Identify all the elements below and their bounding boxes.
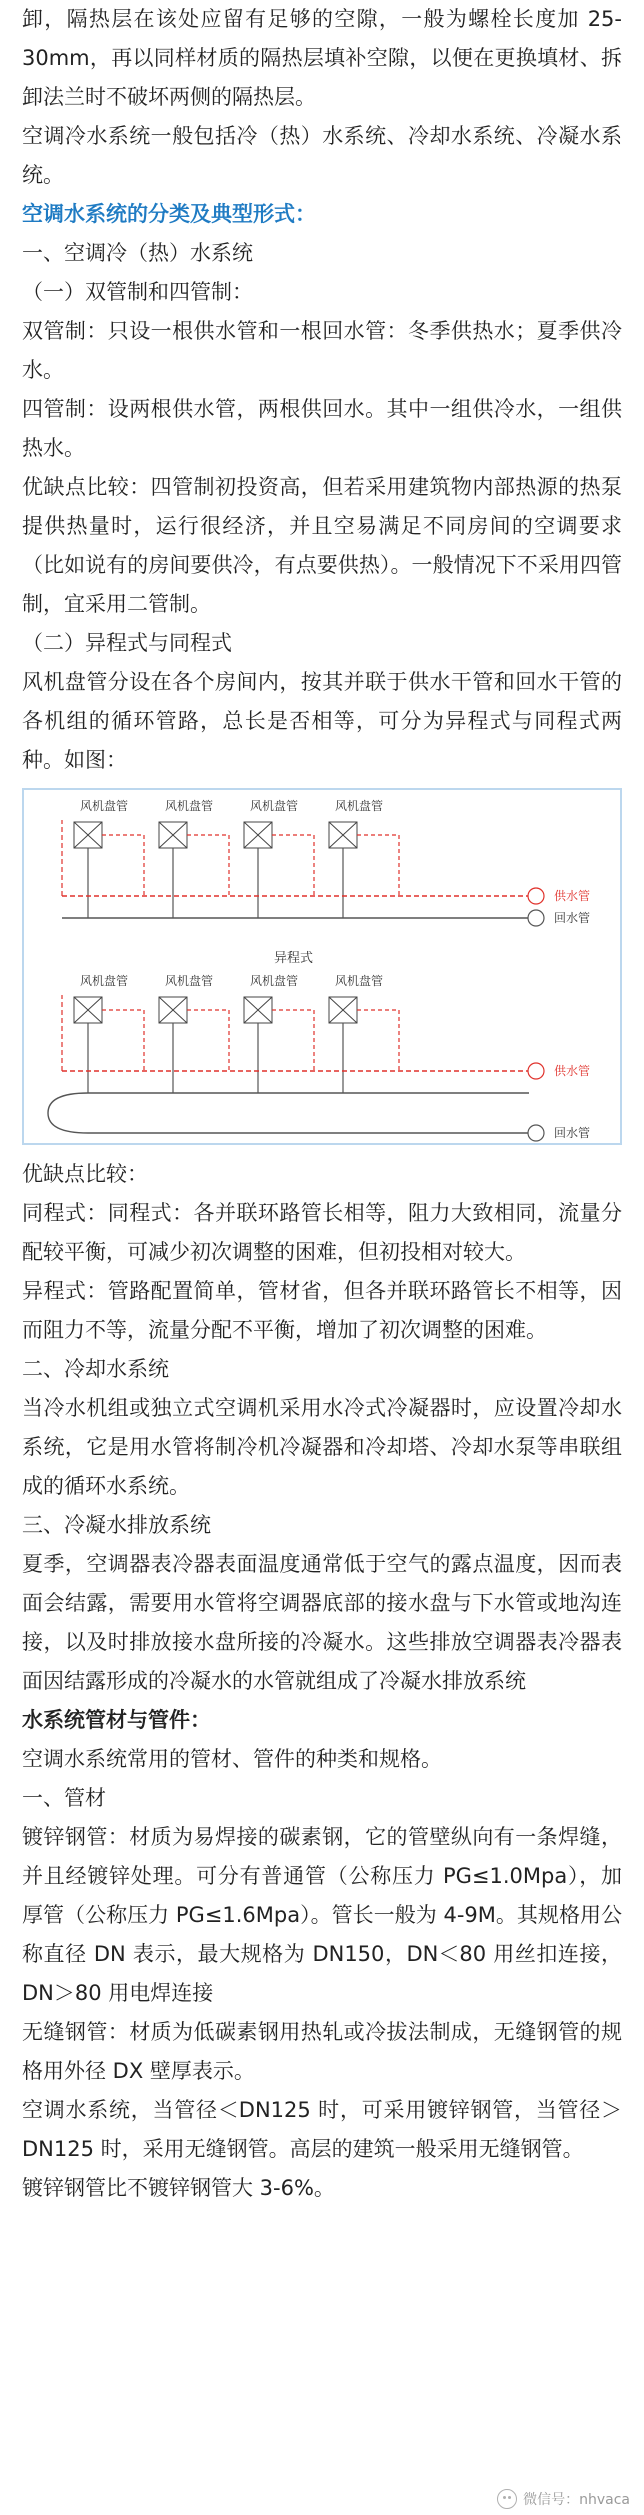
fan-coil-label: 风机盘管 (80, 799, 129, 813)
paragraph: 二、冷却水系统 (22, 1357, 169, 1381)
pipe-diagram-svg (24, 790, 620, 1143)
supply-label: 供水管 (554, 889, 591, 903)
paragraph: 一、空调冷（热）水系统 (22, 241, 253, 265)
fan-coil-label: 风机盘管 (335, 799, 384, 813)
diagram-caption: 异程式 (274, 951, 314, 966)
paragraph: 双管制：只设一根供水管和一根回水管：冬季供热水；夏季供冷水。 (22, 319, 622, 382)
supply-branch (187, 835, 229, 896)
paragraph: 优缺点比较：四管制初投资高，但若采用建筑物内部热源的热泵提供热量时，运行很经济，并且空易满足不同房间的空调要求（比如说有的房间要供冷，有点要供热）。一般情况下不采用四管制，宜采用二管制。 (22, 475, 622, 616)
supply-pipe-end (528, 1063, 544, 1079)
fan-coil-label: 风机盘管 (165, 799, 214, 813)
fan-coil-label: 风机盘管 (80, 974, 129, 988)
paragraph: 当冷水机组或独立式空调机采用水冷式冷凝器时，应设置冷却水系统，它是用水管将制冷机冷凝器和冷却塔、冷却水泵等串联组成的循环水系统。 (22, 1396, 622, 1498)
paragraph: 空调水系统的分类及典型形式： (22, 202, 316, 226)
return-pipe-end (528, 1125, 544, 1141)
fan-coil-label: 风机盘管 (335, 974, 384, 988)
fan-coil-label: 风机盘管 (250, 974, 299, 988)
wechat-id: 微信号：nhvaca (523, 2492, 630, 2508)
paragraph: （一）双管制和四管制： (22, 280, 253, 304)
supply-label: 供水管 (554, 1064, 591, 1078)
fan-coil-label: 风机盘管 (165, 974, 214, 988)
supply-branch (357, 835, 399, 896)
paragraph: 镀锌钢管：材质为易焊接的碳素钢，它的管壁纵向有一条焊缝，并且经镀锌处理。可分有普通管（公称压力 PG≤1.0Mpa），加厚管（公称压力 PG≤1.6Mpa）。管长一般为 4-9M。其规格用公称直径 DN 表示，最大规格为 DN150，DN＜80 用丝扣连接，DN＞80 用电焊连接 (22, 1825, 622, 2005)
paragraph: 一、管材 (22, 1786, 106, 1810)
fan-coil-label: 风机盘管 (250, 799, 299, 813)
supply-pipe-end (528, 888, 544, 904)
return-label: 回水管 (554, 1126, 591, 1140)
pipe-system-diagram (22, 788, 622, 1145)
paragraph: 三、冷凝水排放系统 (22, 1513, 211, 1537)
return-loop (48, 1093, 529, 1133)
paragraph: 优缺点比较： (22, 1162, 148, 1186)
paragraph: 异程式：管路配置简单，管材省，但各并联环路管长不相等，因而阻力不等，流量分配不平衡，增加了初次调整的困难。 (22, 1279, 622, 1342)
article-text-top (0, 0, 644, 780)
supply-branch (187, 1010, 229, 1071)
wechat-icon (497, 2489, 517, 2509)
article-text-bottom (0, 1155, 644, 2208)
paragraph: 空调水系统常用的管材、管件的种类和规格。 (22, 1747, 442, 1771)
paragraph: 四管制：设两根供水管，两根供回水。其中一组供冷水，一组供热水。 (22, 397, 622, 460)
return-label: 回水管 (554, 911, 591, 925)
return-pipe-end (528, 910, 544, 926)
supply-branch (272, 1010, 314, 1071)
paragraph: 镀锌钢管比不镀锌钢管大 3-6%。 (22, 2176, 335, 2200)
supply-branch (102, 1010, 144, 1071)
paragraph: 夏季，空调器表冷器表面温度通常低于空气的露点温度，因而表面会结露，需要用水管将空调器底部的接水盘与下水管或地沟连接，以及时排放接水盘所接的冷凝水。这些排放空调器表冷器表面因结露形成的冷凝水的水管就组成了冷凝水排放系统 (22, 1552, 622, 1693)
paragraph: 卸，隔热层在该处应留有足够的空隙，一般为螺栓长度加 25-30mm，再以同样材质的隔热层填补空隙，以便在更换填材、拆卸法兰时不破坏两侧的隔热层。 (22, 7, 622, 109)
paragraph: 风机盘管分设在各个房间内，按其并联于供水干管和回水干管的各机组的循环管路，总长是否相等，可分为异程式与同程式两种。如图： (22, 670, 622, 772)
supply-branch (272, 835, 314, 896)
paragraph: （二）异程式与同程式 (22, 631, 232, 655)
paragraph: 同程式：同程式：各并联环路管长相等，阻力大致相同，流量分配较平衡，可减少初次调整的困难，但初投相对较大。 (22, 1201, 622, 1264)
paragraph: 空调冷水系统一般包括冷（热）水系统、冷却水系统、冷凝水系统。 (22, 124, 622, 187)
paragraph: 空调水系统，当管径＜DN125 时，可采用镀锌钢管，当管径＞DN125 时，采用无缝钢管。高层的建筑一般采用无缝钢管。 (22, 2098, 622, 2161)
supply-branch (357, 1010, 399, 1071)
paragraph: 无缝钢管：材质为低碳素钢用热轧或冷拔法制成，无缝钢管的规格用外径 DX 壁厚表示。 (22, 2020, 622, 2083)
paragraph: 水系统管材与管件： (22, 1708, 211, 1732)
supply-branch (102, 835, 144, 896)
wechat-watermark (497, 2489, 630, 2509)
